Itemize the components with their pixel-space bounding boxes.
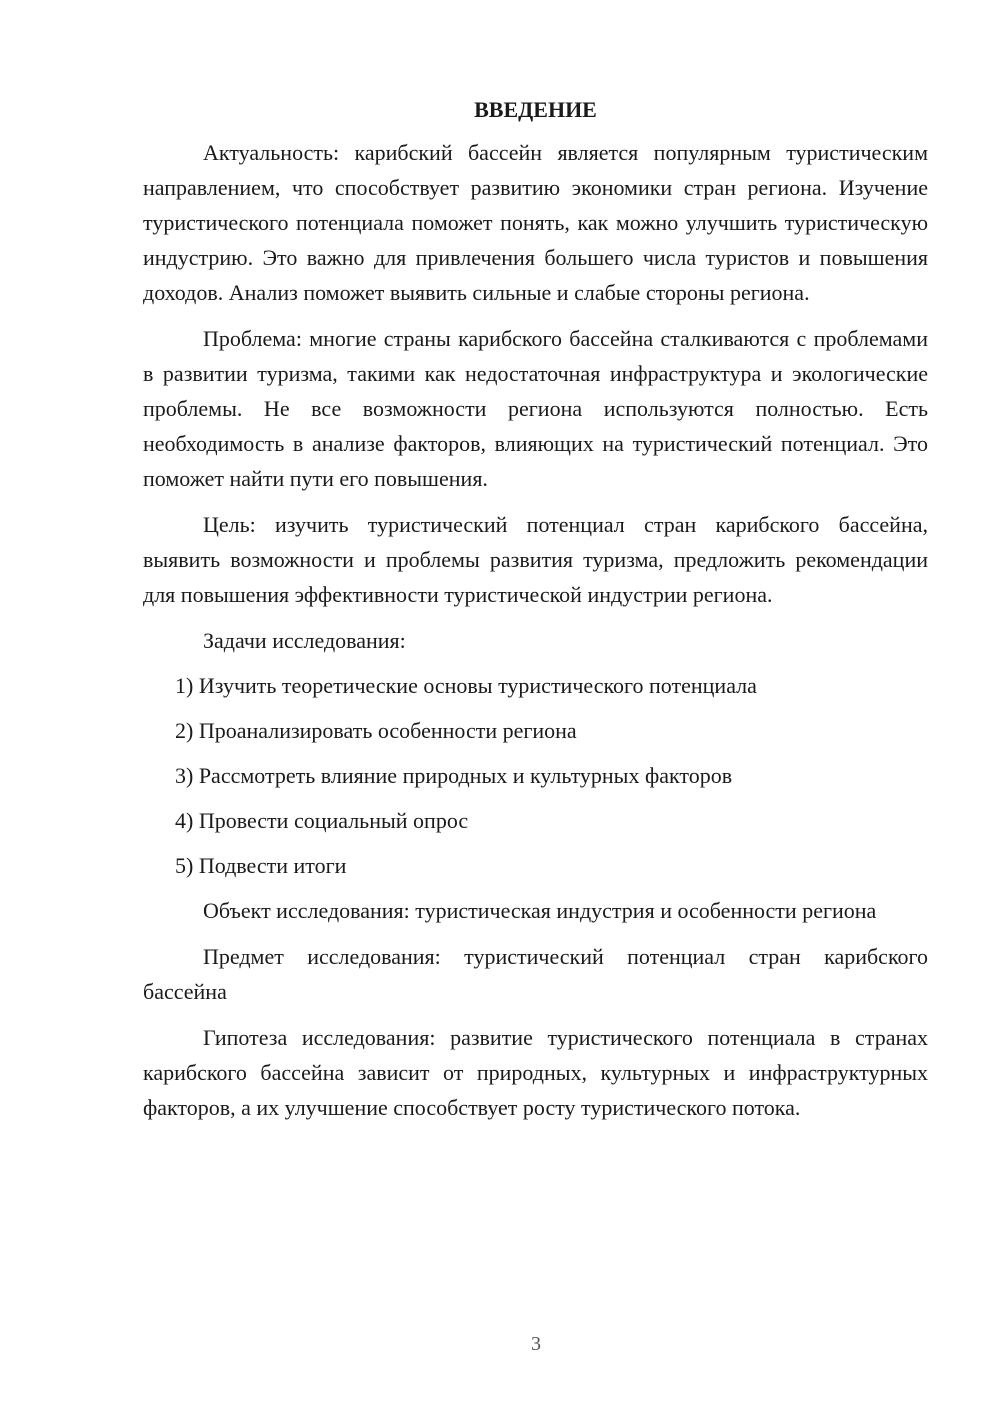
page-number: 3	[531, 1333, 541, 1355]
task-item: 5) Подвести итоги	[175, 853, 347, 878]
tasks-heading: Задачи исследования:	[203, 628, 406, 653]
goal-paragraph: Цель: изучить туристический потенциал стран карибского бассейна, выявить возможности и проблемы развития туризма, предложить рекомендации для повышения эффективности туристической индустрии региона.	[143, 512, 928, 607]
task-item: 2) Проанализировать особенности региона	[175, 718, 577, 743]
task-item: 4) Провести социальный опрос	[175, 808, 469, 833]
relevance-paragraph: Актуальность: карибский бассейн является популярным туристическим направлением, что способствует развитию экономики стран региона. Изучение туристического потенциала поможет понять, как можно улучшить туристическую индустрию. Это важно для привлечения большего числа туристов и повышения доходов. Анализ поможет выявить сильные и слабые стороны региона.	[143, 140, 928, 305]
task-item: 1) Изучить теоретические основы туристического потенциала	[175, 673, 757, 698]
task-item: 3) Рассмотреть влияние природных и культурных факторов	[175, 763, 733, 788]
subject-paragraph: Предмет исследования: туристический потенциал стран карибского бассейна	[143, 944, 928, 1004]
section-title: ВВЕДЕНИЕ	[474, 97, 597, 122]
document-page	[143, 92, 928, 1136]
object-paragraph: Объект исследования: туристическая индустрия и особенности региона	[203, 898, 877, 923]
tasks-list	[143, 668, 928, 883]
problem-paragraph: Проблема: многие страны карибского бассейна сталкиваются с проблемами в развитии туризма, такими как недостаточная инфраструктура и экологические проблемы. Не все возможности региона используются полностью. Есть необходимость в анализе факторов, влияющих на туристический потенциал. Это поможет найти пути его повышения.	[143, 326, 928, 491]
hypothesis-paragraph: Гипотеза исследования: развитие туристического потенциала в странах карибского бассейна зависит от природных, культурных и инфраструктурных факторов, а их улучшение способствует росту туристического потока.	[143, 1025, 928, 1120]
